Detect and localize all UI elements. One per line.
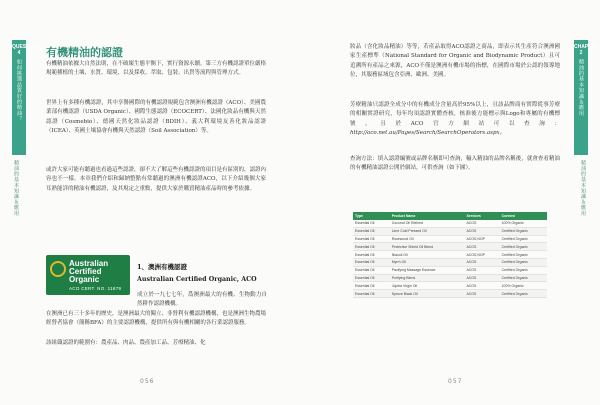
table-row (353, 266, 547, 274)
table-cell: Niaouli Oil (390, 251, 465, 259)
table-row (353, 220, 547, 227)
table-row (353, 274, 547, 282)
table-cell: Essential Oil (353, 266, 390, 274)
table-row (353, 290, 547, 298)
table-cell: ACOS (464, 258, 499, 266)
table-cell: Certified Organic (500, 274, 547, 282)
table-cell: Certified Organic (500, 227, 547, 235)
table-cell: Essential Oil (353, 243, 390, 251)
table-cell: 100% Organic (500, 282, 547, 290)
table-cell: Essential Oil (353, 220, 390, 227)
table-cell: Essential Oil (353, 274, 390, 282)
table-cell: Essential Oil (353, 227, 390, 235)
intro-paragraph: 有機精油依據大自然法則，在不破壞生態平衡下，實行資源永續。第三方有機認證單位嚴格規範種植的土壤、水質、環境，以及採收、萃取、包裝、出貨等流程與管理方式。 (46, 61, 267, 77)
table-row (353, 258, 547, 266)
table-row (353, 227, 547, 235)
question-tab (12, 40, 39, 155)
table-cell: Certified Organic (500, 266, 547, 274)
aco-search-url: http://aco.net.au/Pages/Search/SearchOperators.aspx。 (350, 129, 506, 136)
table-row (353, 243, 547, 251)
table-cell: Certified Organic (500, 258, 547, 266)
side-caption-right: 精油的基本知識＆應用 (580, 160, 586, 216)
explanation-paragraph: 或許大家可能有聽過也看過這些認證，卻不大了解這些有機認證的項目是有區別的，認證內容也不一樣。本章我們介紹和歸納整點有常聽過的澳洲有機認證ACO，以下介紹幾個大家耳熟能詳的精油有機認證，及其規定之重點，提供大家於購買精油產品時的參考依據。 (46, 167, 267, 192)
subsection-title-english: Australian Certified Organic, ACO (137, 276, 257, 283)
table-cell: Jojoba Virgin Oil (390, 282, 465, 290)
chapter-tab-text: 精油的基本知識＆應用 (578, 59, 584, 116)
aco-cert-number: ACO CERT. NO. 11879 (69, 286, 122, 291)
table-cell: Essential Oil (353, 251, 390, 259)
chapter-tab-label: CHAPTER 2 (574, 44, 599, 56)
chapter-tab (574, 40, 599, 155)
table-cell: Myrrh Oil (390, 258, 465, 266)
col-type-header: Type (353, 212, 390, 220)
table-cell: Certified Organic (500, 290, 547, 298)
subsection-title: 1、澳洲有機認證 (137, 263, 188, 271)
table-cell: Certified Organic (500, 235, 547, 243)
aco-leaf-icon (50, 261, 66, 277)
page-number-right: 057 (448, 378, 463, 385)
table-cell: ACOS,NOP (464, 235, 499, 243)
table-row (353, 282, 547, 290)
table-cell: Essential Oil (353, 282, 390, 290)
table-row (353, 235, 547, 243)
certifications-paragraph: 世界上有多種有機認證，其中享譽國際的有機認證規範包含澳洲有機認證（ACO）、美國農業部有機認證（USDA Organic）、國際生態認證（ECOCERT）、法國化妝品有機與天然認證（Cosmebio）、德國天然化妝品認證（BDIH）、義大利環境友善化妝品認證（ICEA）、英國土壤協會有機與天然認證（Soil Association）等。 (46, 100, 266, 134)
table-cell: Rosewood Oil (390, 235, 465, 243)
table-cell: Protective Shield Oil Blend (390, 243, 465, 251)
table-header-row (353, 212, 547, 220)
aco-logo-line3: Organic (69, 275, 100, 284)
aco-requirements-paragraph (350, 101, 560, 138)
table-cell: Essential Oil (353, 258, 390, 266)
table-cell: Essential Oil (353, 290, 390, 298)
table-cell: ACOS (464, 274, 499, 282)
table-cell: Certified Organic (500, 243, 547, 251)
table-cell: ACOS (464, 282, 499, 290)
aco-standard-paragraph: 妝品（含化妝品精油）等等，若產品取得ACO認證之商品，即表示其生產符合澳洲國家生產標準（National Standard for Organic and Biodynamic Product）且可追溯所有產品之來源，ACO不僅是澳洲有機市場的指標，在國際市場於公認的領導地位，其服務區域包含亞洲、歐洲、美國。 (350, 44, 560, 78)
table-cell: Lime Cold Pressed Oil (390, 227, 465, 235)
aco-scope-paragraph: 該組織認證的範圍有：農產品、肉品、農產加工品、芳療精油、化 (46, 340, 206, 346)
col-services-header: Services (464, 212, 499, 220)
table-cell: Essential Oil (353, 235, 390, 243)
table-cell: Coconut Oil Refined (390, 220, 465, 227)
search-method-paragraph: 查詢方法：填入認證編號或品牌名稱即可查詢，輸入精油的品牌名稱後，就會查看精油的有機精油認證公開於網站，可供查詢（如下圖）。 (350, 156, 560, 172)
table-cell: ACOS (464, 266, 499, 274)
table-cell: Pacifying Massage Essence (390, 266, 465, 274)
requirements-text: 芳療精油只認證全成分中的有機成分含量高於95%以上，且該品牌商有實際從事芳療的相關實證研究，每年均須認證實體查核，核准後方能標示與Logo和專屬的有機標號，且於ACO官方網站可以查詢： (350, 102, 560, 127)
aco-search-results-table (353, 212, 547, 298)
aco-logo-line1: Australian (69, 259, 109, 268)
aco-founding-paragraph: 成立於一九七七年，爲澳洲最大的有機、生物動力自然耕作認證機構。 (137, 292, 267, 308)
aco-history-paragraph: 在澳洲已有三十多年的歷史，是澳洲最大的獨立、非營利有機認證機構，也是澳洲生物農場經營者協會（簡稱BFA）的主要認證機構，提供所有與有機相關的各行業認證服務。 (46, 311, 267, 327)
section-heading: 有機精油的認證 (46, 46, 123, 59)
col-product-header: Product Name (390, 212, 465, 220)
table-cell: Certified Organic (500, 251, 547, 259)
table-cell: Spruce Black Oil (390, 290, 465, 298)
table-cell: ACOS (464, 290, 499, 298)
table-cell: ACOS (464, 220, 499, 227)
question-tab-label: QUESTION 4 (12, 44, 39, 56)
table-cell: 100% Organic (500, 220, 547, 227)
question-tab-text: 如何挑選品質好的精油？ (16, 59, 22, 122)
col-content-header: Content (500, 212, 547, 220)
table-cell: ACOS (464, 243, 499, 251)
table-cell: ACOS (464, 227, 499, 235)
table-cell: Purifying Blend (390, 274, 465, 282)
aco-logo (46, 255, 130, 295)
side-caption-left: 精油的基本知識＆應用 (13, 160, 19, 216)
right-page (300, 0, 600, 405)
page-number-left: 056 (140, 378, 155, 385)
table-cell: ACOS,NOP (464, 251, 499, 259)
aco-logo-line2: Certified (69, 267, 102, 276)
table-row (353, 251, 547, 259)
